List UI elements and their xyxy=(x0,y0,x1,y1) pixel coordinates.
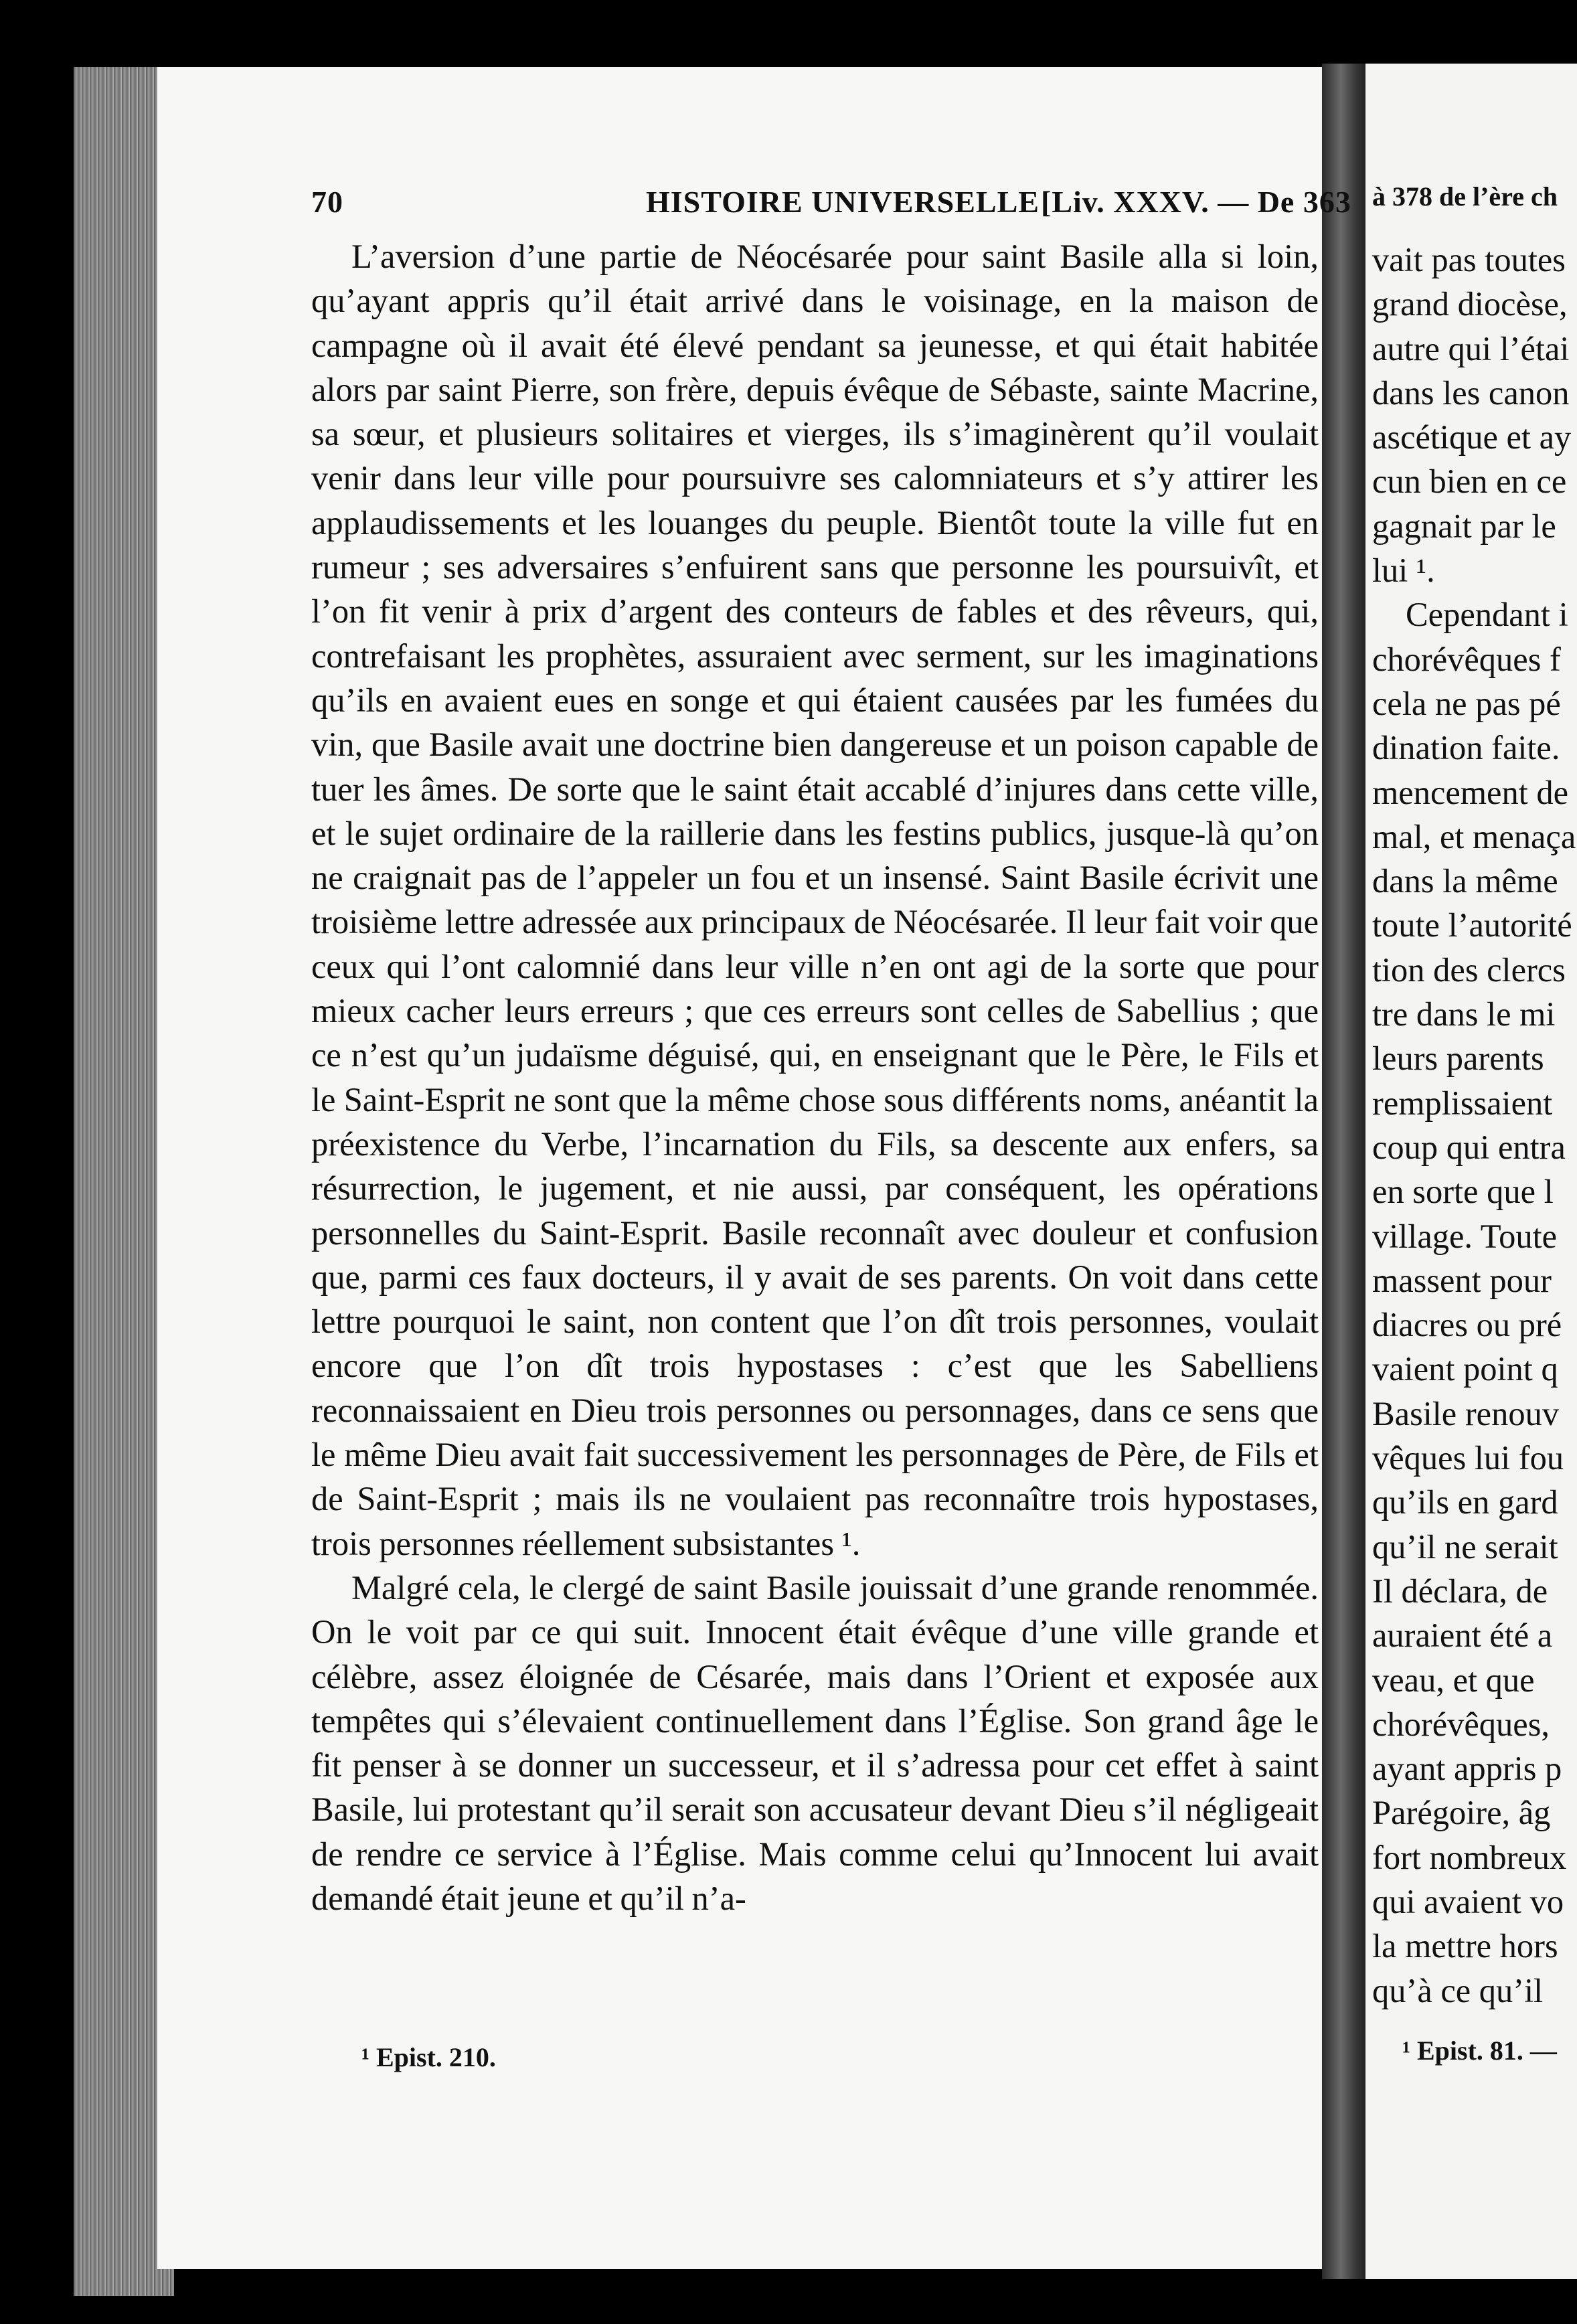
right-running-head: à 378 de l’ère ch xyxy=(1372,181,1558,212)
right-page-line: fort nombreux xyxy=(1372,1838,1567,1876)
right-page-line: dans les canon xyxy=(1372,374,1570,412)
right-page-line: en sorte que l xyxy=(1372,1173,1554,1211)
right-page-line: chorévêques, xyxy=(1372,1705,1550,1743)
right-page-line: auraient été a xyxy=(1372,1616,1553,1655)
right-page-line: autre qui l’étai xyxy=(1372,329,1570,367)
left-body-text xyxy=(311,234,1319,2015)
right-page-line: veau, et que xyxy=(1372,1661,1535,1699)
right-page-line: tion des clercs xyxy=(1372,950,1566,989)
right-page-line: mal, et menaça xyxy=(1372,817,1576,855)
right-page-line: Basile renouv xyxy=(1372,1394,1560,1432)
right-page-line: qui avaient vo xyxy=(1372,1882,1564,1920)
right-page-line: lui ¹. xyxy=(1372,552,1435,590)
right-page-line: gagnait par le xyxy=(1372,507,1556,545)
right-page-line: tre dans le mi xyxy=(1372,995,1556,1033)
right-page-line: mencement de xyxy=(1372,773,1569,811)
right-page-line: grand diocèse, xyxy=(1372,285,1568,323)
right-page-line: cun bien en ce xyxy=(1372,463,1567,501)
right-page-line: qu’à ce qu’il xyxy=(1372,1971,1544,2009)
right-page-line: qu’il ne serait xyxy=(1372,1527,1558,1566)
right-page-line: dans la même xyxy=(1372,862,1558,900)
right-page-line: dination faite. xyxy=(1372,729,1560,767)
right-page-line: qu’ils en gard xyxy=(1372,1483,1558,1521)
page-number: 70 xyxy=(311,185,343,219)
right-body-text xyxy=(1372,238,1577,2013)
right-page-line: Il déclara, de xyxy=(1372,1572,1548,1610)
right-page-line: diacres ou pré xyxy=(1372,1306,1562,1344)
right-page-line: ayant appris p xyxy=(1372,1750,1562,1788)
paragraph: L’aversion d’une partie de Néocésarée pour saint Basile alla si loin, qu’ayant appris qu’il était arrivé dans le voisinage, en la maison de campagne où il avait été élevé pendant sa jeunesse, et qui était habitée alors par saint Pierre, son frère, depuis évêque de Sébaste, sainte Macrine, sa sœur, et plusieurs solitaires et vierges, ils s’imaginèrent qu’il voulait venir dans leur ville pour poursuivre ses calomniateurs et s’y attirer les applaudissements et les louanges du peuple. Bientôt toute la ville fut en rumeur ; ses adversaires s’enfuirent sans que personne les poursuivît, et l’on fit venir à prix d’argent des conteurs de fables et des rêveurs, qui, contrefaisant les prophètes, assuraient avec serment, sur les imaginations qu’ils en avaient eues en songe et qui étaient causées par les fumées du vin, que Basile avait une doctrine bien dangereuse et un poison capable de tuer les âmes. De sorte que le saint était accablé d’injures dans cette ville, et le sujet ordinaire de la raillerie dans les festins publics, jusque-là qu’on ne craignait pas de l’appeler un fou et un insensé. Saint Basile écrivit une troisième lettre adressée aux principaux de Néocésarée. Il leur fait voir que ceux qui l’ont calomnié dans leur ville n’en ont agi de la sorte que pour mieux cacher leurs erreurs ; que ces erreurs sont celles de Sabellius ; que ce n’est qu’un judaïsme déguisé, qui, en enseignant que le Père, le Fils et le Saint-Esprit ne sont que la même chose sous différents noms, anéantit la préexistence du Verbe, l’incarnation du Fils, sa descente aux enfers, sa résurrection, le jugement, et nie aussi, par conséquent, les opérations personnelles du Saint-Esprit. Basile reconnaît avec douleur et confusion que, parmi ces faux docteurs, il y avait de ses parents. On voit dans cette lettre pourquoi le saint, non content que l’on dît trois personnes, voulait encore que l’on dît trois hypostases : c’est que les Sabelliens reconnaissaient en Dieu trois personnes ou personnages, dans ce sens que le même Dieu avait fait successivement les personnages de Père, de Fils et de Saint-Esprit ; mais ils ne voulaient pas reconnaître trois hypostases, trois personnes réellement subsistantes ¹. xyxy=(311,238,1319,1562)
running-section: [Liv. XXXV. — De 363 xyxy=(1041,185,1351,219)
book-gutter xyxy=(1322,64,1369,2279)
right-footnote: ¹ Epist. 81. — xyxy=(1402,2036,1557,2066)
left-footnote: ¹ Epist. 210. xyxy=(361,2042,496,2072)
right-page-line: vêques lui fou xyxy=(1372,1439,1564,1477)
right-page-line: vait pas toutes xyxy=(1372,241,1566,278)
right-page-line: cela ne pas pé xyxy=(1372,684,1561,722)
right-page-line: vaient point q xyxy=(1372,1350,1558,1388)
right-page-line: la mettre hors xyxy=(1372,1927,1558,1965)
right-page-line: Cependant i xyxy=(1406,596,1568,634)
right-page-line: chorévêques f xyxy=(1372,640,1561,678)
right-page-line: Parégoire, âg xyxy=(1372,1794,1551,1832)
right-page-line: massent pour xyxy=(1372,1261,1552,1299)
right-page-line: remplissaient xyxy=(1372,1084,1553,1122)
right-page-line: village. Toute xyxy=(1372,1217,1558,1255)
running-title: HISTOIRE UNIVERSELLE xyxy=(646,185,1040,219)
paragraph: Malgré cela, le clergé de saint Basile jouissait d’une grande renommée. On le voit par ce qui suit. Innocent était évêque d’une ville grande et célèbre, assez éloignée de Césarée, mais dans l’Orient et exposée aux tempêtes qui s’élevaient continuellement dans l’Église. Son grand âge le fit penser à se donner un successeur, et il s’adressa pour cet effet à saint Basile, lui protestant qu’il serait son accusateur devant Dieu s’il négligeait de rendre ce service à l’Église. Mais comme celui qu’Innocent lui avait demandé était jeune et qu’il n’a- xyxy=(311,1568,1319,1917)
right-page-line: coup qui entra xyxy=(1372,1128,1566,1166)
right-page-line: ascétique et ay xyxy=(1372,418,1572,456)
right-page-line: toute l’autorité xyxy=(1372,906,1572,944)
right-page-line: leurs parents xyxy=(1372,1040,1544,1078)
